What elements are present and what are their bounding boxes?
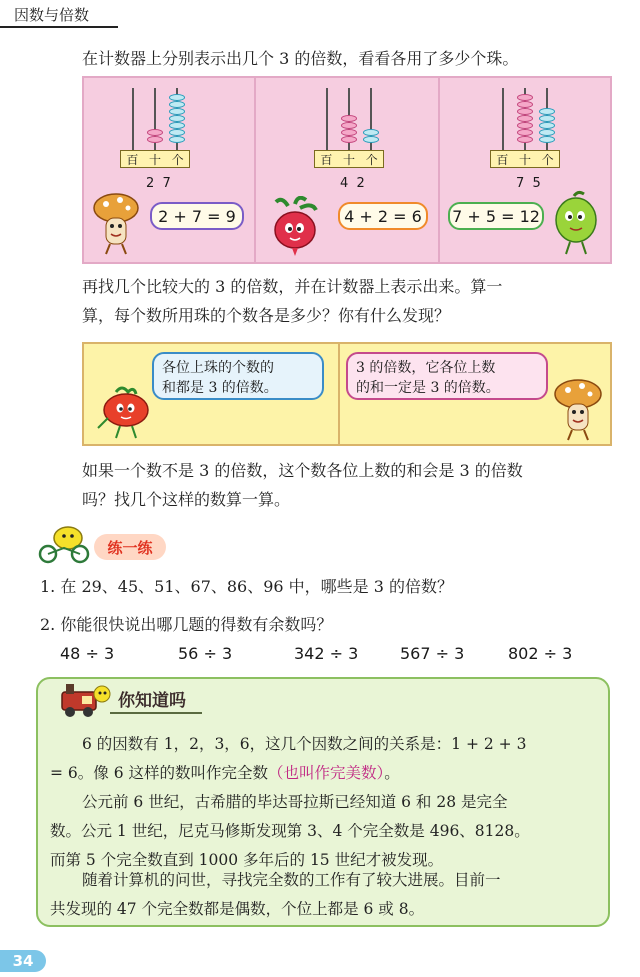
abacus-digits: 2 7: [146, 176, 171, 191]
division-expression: 567 ÷ 3: [400, 644, 465, 663]
tomato-character-icon: [94, 384, 154, 440]
lemon-bike-icon: [34, 524, 94, 564]
did-you-know-title: 你知道吗: [118, 691, 186, 711]
practice-label: 练一练: [94, 534, 166, 560]
abacus-digits: 4 2: [340, 176, 365, 191]
mushroom-character-icon: [552, 376, 604, 442]
intro-text: 在计数器上分别表示出几个 3 的倍数，看看各用了多少个珠。: [82, 49, 519, 68]
division-expression: 342 ÷ 3: [294, 644, 359, 663]
abacus-example-1: [84, 78, 256, 262]
abacus-frame: 百 十 个: [314, 150, 384, 168]
equation-bubble: 4 + 2 = 6: [338, 202, 428, 230]
abacus-frame: 百 十 个: [120, 150, 190, 168]
chapter-title: 因数与倍数: [14, 6, 90, 24]
abacus-example-3: [440, 78, 612, 262]
mushroom-character-icon: [92, 190, 142, 256]
equation-bubble: 7 + 5 = 12: [448, 202, 544, 230]
equation-bubble: 2 + 7 = 9: [150, 202, 244, 230]
division-expression: 56 ÷ 3: [178, 644, 233, 663]
para-non-multiples-question: 如果一个数不是 3 的倍数，这个数各位上数的和会是 3 的倍数 吗？找几个这样的数算一算。: [82, 461, 523, 509]
know-paragraph-1: 6 的因数有 1，2，3，6，这几个因数之间的关系是：1 + 2 + 3 = 6。像 6 这样的数叫作完全数（也叫作完美数）。: [50, 735, 527, 782]
train-icon: [58, 680, 114, 720]
mango-character-icon: [548, 190, 604, 258]
division-expression: 802 ÷ 3: [508, 644, 573, 663]
radish-character-icon: [268, 196, 322, 258]
page-number: 34: [0, 950, 46, 972]
division-expression: 48 ÷ 3: [60, 644, 115, 663]
know-paragraph-2: 公元前 6 世纪，古希腊的毕达哥拉斯已经知道 6 和 28 是完全 数。公元 1 世纪，尼克马修斯发现第 3、4 个完全数是 496、8128。 而第 5 个完全数直到 1000 多年后的 15 世纪才被发现。: [50, 793, 530, 869]
chapter-header: [0, 0, 640, 30]
panel-divider: [338, 344, 340, 444]
abacus-frame: 百 十 个: [490, 150, 560, 168]
speech-bubble-claim: 3 的倍数，它各位上数 的和一定是 3 的倍数。: [346, 352, 548, 400]
header-rule: [0, 26, 118, 28]
speech-bubble-observation: 各位上珠的个数的 和都是 3 的倍数。: [152, 352, 324, 400]
abacus-digits: 7 5: [516, 176, 541, 191]
practice-question-1: 1. 在 29、45、51、67、86、96 中，哪些是 3 的倍数？: [40, 577, 454, 596]
know-paragraph-3: 随着计算机的问世，寻找完全数的工作有了较大进展。目前一 共发现的 47 个完全数都是偶数，个位上都是 6 或 8。: [50, 871, 501, 918]
abacus-example-2: [256, 78, 440, 262]
para-find-larger-multiples: 再找几个比较大的 3 的倍数，并在计数器上表示出来。算一 算，每个数所用珠的个数各是多少？你有什么发现？: [82, 277, 503, 325]
title-underline: [110, 712, 202, 714]
practice-question-2: 2. 你能很快说出哪几题的得数有余数吗？: [40, 615, 333, 634]
abacus-panel: [82, 76, 612, 264]
